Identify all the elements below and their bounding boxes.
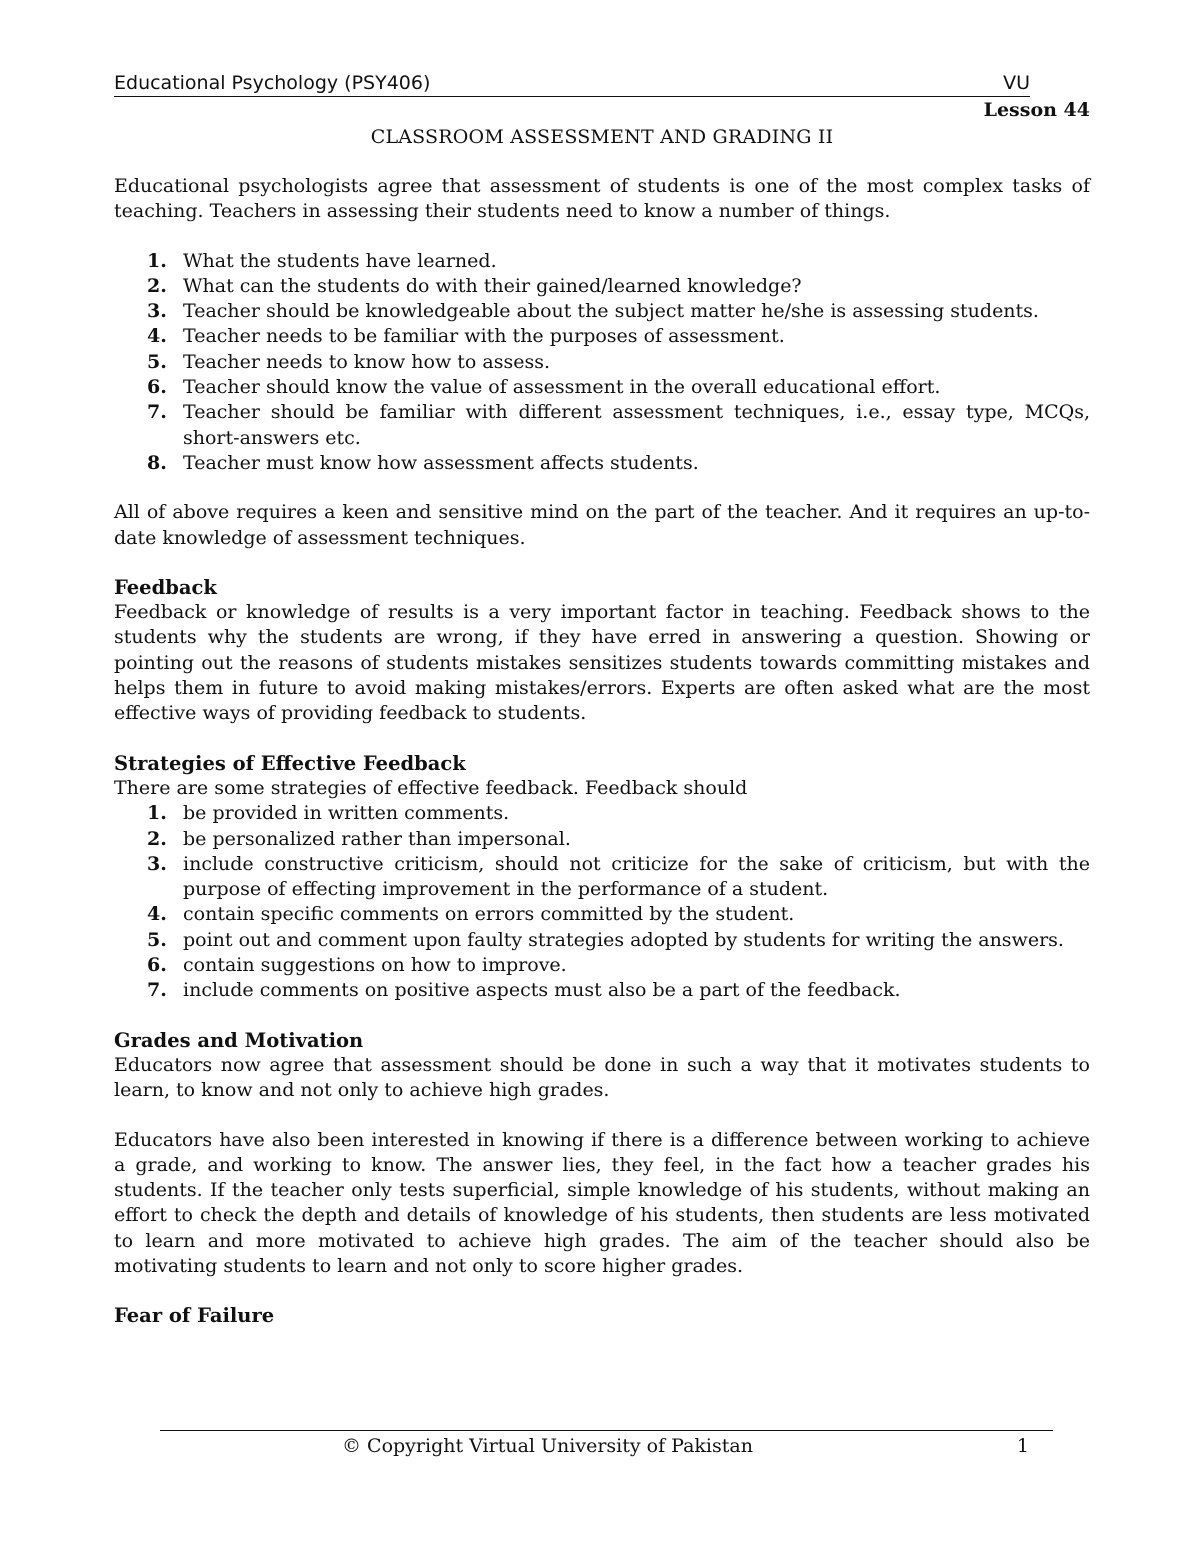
list-item-text: Teacher must know how assessment affects students. [183, 451, 699, 474]
lesson-number: Lesson 44 [983, 99, 1090, 121]
list-item-number: 3. [147, 300, 167, 323]
list-item [114, 249, 1090, 274]
page-number: 1 [1016, 1435, 1029, 1457]
list-item [114, 451, 1090, 476]
list-item-text: point out and comment upon faulty strategies adopted by students for writing the answers. [183, 928, 1064, 951]
list-item [114, 827, 1090, 852]
summary-paragraph: All of above requires a keen and sensitive mind on the part of the teacher. And it requires an up-to-date knowledge of assessment techniques. [114, 501, 1090, 549]
university-abbrev: VU [1003, 72, 1030, 94]
copyright-notice: © Copyright Virtual University of Pakistan [342, 1435, 753, 1457]
list-item [114, 902, 1090, 927]
list-item [114, 274, 1090, 299]
list-item-number: 5. [147, 350, 167, 373]
list-item-text: Teacher should be familiar with different assessment techniques, i.e., essay type, MCQs, short-answers etc. [183, 401, 1090, 449]
strategies-intro: There are some strategies of effective feedback. Feedback should [114, 776, 748, 799]
list-item-number: 2. [147, 274, 167, 297]
list-item-number: 6. [147, 954, 167, 977]
list-item-text: include constructive criticism, should not criticize for the sake of criticism, but with the purpose of effecting improvement in the performance of a student. [183, 852, 1090, 901]
list-item-text: Teacher needs to be familiar with the purposes of assessment. [183, 325, 785, 348]
list-item [114, 801, 1090, 826]
list-item-number: 7. [147, 979, 167, 1002]
list-item [114, 350, 1090, 375]
list-item [114, 299, 1090, 324]
course-title: Educational Psychology (PSY406) [114, 72, 431, 94]
page-title: CLASSROOM ASSESSMENT AND GRADING II [370, 126, 834, 148]
grades-paragraph-2: Educators have also been interested in knowing if there is a difference between working to achieve a grade, and working to know. The answer lies, they feel, in the fact how a teacher grades his students. If the teacher only tests superficial, simple knowledge of his students, without making an effort to check the depth and details of knowledge of his students, then students are less motivated to learn and more motivated to achieve high grades. The aim of the teacher should also be motivating students to learn and not only to score higher grades. [114, 1128, 1090, 1277]
strategies-heading: Strategies of Effective Feedback [114, 751, 466, 775]
page-footer [160, 1430, 1053, 1457]
list-item-number: 1. [147, 249, 167, 272]
list-item-text: be provided in written comments. [183, 802, 510, 825]
intro-paragraph: Educational psychologists agree that assessment of students is one of the most complex tasks of teaching. Teachers in assessing their students need to know a number of things. [114, 175, 1090, 223]
list-item-text: Teacher needs to know how to assess. [183, 350, 551, 373]
list-item-number: 3. [147, 852, 167, 875]
feedback-heading: Feedback [114, 575, 217, 599]
list-item [114, 928, 1090, 953]
teacher-needs-list [114, 249, 1090, 477]
list-item [114, 953, 1090, 978]
list-item-text: contain specific comments on errors committed by the student. [183, 903, 795, 926]
list-item-number: 1. [147, 802, 167, 825]
list-item [114, 375, 1090, 400]
fear-heading: Fear of Failure [114, 1304, 275, 1328]
list-item-number: 4. [147, 903, 167, 926]
list-item-text: Teacher should be knowledgeable about the subject matter he/she is assessing students. [183, 300, 1039, 323]
list-item-number: 2. [147, 827, 167, 850]
list-item [114, 324, 1090, 349]
list-item-number: 8. [147, 451, 167, 474]
grades-paragraph-1: Educators now agree that assessment should be done in such a way that it motivates students to learn, to know and not only to achieve high grades. [114, 1053, 1090, 1102]
feedback-paragraph: Feedback or knowledge of results is a very important factor in teaching. Feedback shows to the students why the students are wrong, if they have erred in answering a question. Showing or pointing out the reasons of students mistakes sensitizes students towards committing mistakes and helps them in future to avoid making mistakes/errors. Experts are often asked what are the most effective ways of providing feedback to students. [114, 601, 1090, 725]
list-item-number: 4. [147, 325, 167, 348]
list-item-text: be personalized rather than impersonal. [183, 827, 571, 850]
list-item-number: 6. [147, 376, 167, 399]
list-item [114, 852, 1090, 903]
document-page [114, 70, 1090, 1329]
list-item-text: What the students have learned. [183, 249, 497, 272]
list-item [114, 978, 1090, 1003]
grades-heading: Grades and Motivation [114, 1028, 364, 1052]
list-item-number: 5. [147, 928, 167, 951]
list-item-text: What can the students do with their gained/learned knowledge? [183, 274, 802, 297]
list-item [114, 400, 1090, 451]
list-item-text: contain suggestions on how to improve. [183, 954, 567, 977]
list-item-text: Teacher should know the value of assessment in the overall educational effort. [183, 376, 941, 399]
running-header [114, 70, 1030, 97]
list-item-text: include comments on positive aspects must also be a part of the feedback. [183, 979, 901, 1002]
strategies-list [114, 801, 1090, 1003]
list-item-number: 7. [147, 401, 167, 424]
